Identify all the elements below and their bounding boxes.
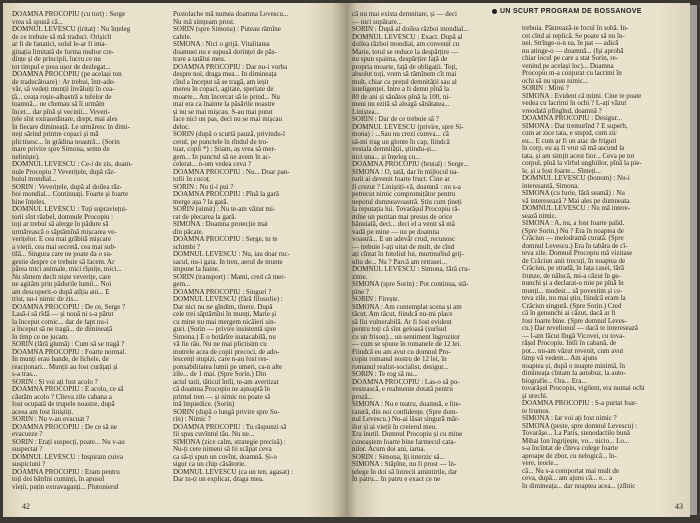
text-line: Lasă-i să rîdă — și nouă ni s-a părut	[12, 311, 114, 318]
text-line: să-mi trag un glonte în cap, fiindcă	[352, 138, 450, 146]
text-line: vrea să spună că...	[12, 18, 63, 26]
text-line: fii spus cuvîntul tău. Nu ne...	[173, 431, 255, 438]
left-page-column-2	[173, 11, 337, 497]
text-line: DOAMNA PROCOPIU : Dar nu-i vorba	[173, 63, 288, 71]
text-line: munți... modest... să povestim și ce-	[522, 287, 623, 295]
text-line: DOAMNA PROCOPIU : Foarte normal.	[12, 348, 127, 356]
text-line: rin) : Nimic ?	[173, 416, 211, 423]
text-line: Era inutil. Domnul Procopiu și cu mine	[352, 431, 463, 438]
text-line: vestească, e realmente dotată pentru	[352, 386, 453, 393]
text-line: frunze, de nălucă, mi-a căzut în ge-	[522, 272, 621, 280]
text-line: ochi să nu spun nimic...	[522, 77, 589, 85]
text-line: fi crezut ? Liniștiți-vă, doamnă : nu s-a	[352, 183, 461, 191]
text-line: interesantă, Simona.	[522, 182, 579, 190]
text-line: guri. (Sorin — privire insistentă spre	[173, 326, 277, 333]
text-line: biografie... Ora... Era...	[522, 377, 587, 385]
text-line: tilă... Singura care ne poate da o su-	[12, 251, 113, 258]
text-line: SORIN : Și voi ați fost acolo ?	[12, 378, 98, 386]
text-line: mîne un puritan mai presus de orice	[352, 213, 453, 221]
text-line: Procopiu m-a conjurat cu lacrimi în	[522, 70, 622, 77]
text-line: bine înțeles.	[12, 198, 46, 206]
text-line: mona) : ...Sau nu crezi cumva... că	[352, 131, 449, 138]
text-line: gem... În punctul să ne avem în ac-	[173, 153, 271, 161]
text-line: ne agităm prin pădurile lumii... Noi	[12, 281, 112, 288]
text-line: toți ar trebui să alerge în pădure să	[12, 221, 109, 228]
text-line: teva zile. Domnul Procopiu mă vizitase	[522, 250, 633, 257]
text-line: DOAMNA PROCOPIU (pe același ton	[12, 71, 122, 78]
text-line: cum ar zice tata, e stupid, cum zic	[522, 130, 618, 137]
text-line: Marie, totul se reduce la despărțire —	[352, 48, 458, 56]
text-line: SORIN : Simona, îți interzic să...	[352, 453, 445, 461]
text-line: reacționari... Munții au fost curățați și	[12, 363, 118, 371]
text-line: vestala demnității, știindu-și...	[352, 146, 437, 153]
text-line: vă fie rău. Nu ne mai plictisim cu	[173, 341, 267, 348]
text-line: domnul Levescu.) Era în tabăra de cî-	[522, 242, 628, 250]
text-line: Nu sîntem decît niște veverițe, care	[12, 273, 111, 281]
text-line: aceea am fost liniștiți.	[12, 408, 74, 416]
text-line: Postolache mă numea doamna Levescu...	[173, 11, 289, 18]
text-line: cînd a început să se tragă, am ieșit	[173, 78, 269, 86]
text-line: Dar nici nu ne gîndim, tînere. După	[173, 303, 273, 311]
text-line: DOAMNA PROCOPIU : Eram pentru	[12, 468, 120, 476]
text-line: Mihai Ion îngrijește, vo... nicio... Lo...	[522, 437, 630, 445]
text-line: SORIN (fără glumă) : Cum să se tragă ?	[12, 341, 125, 348]
text-line: DOMNUL LEVESCU (iritat) : Nu înțeleg	[12, 26, 131, 33]
text-line: Crăciun singură. (Spre Sorin.) Cred	[522, 302, 622, 310]
text-line: DOMNUL LEVESCU : Ce-i de zis, doam-	[12, 161, 133, 168]
text-line: vieții, puțin extravaganți... Plutonierul	[12, 483, 119, 491]
text-line: ginația limitată de forma multor cre-	[12, 48, 115, 56]
text-line: voastră... E un adevăr crud, recunosc	[352, 236, 456, 243]
text-line: gestie despre ce trebuie să facem. Ar	[12, 258, 115, 266]
text-line: 80 de ani și sănătos pînă la 100, ni-	[352, 93, 451, 101]
text-line: SORIN (după o lungă privire spre So-	[173, 408, 280, 416]
text-line: că... Nu s-a comportat mai mult de	[522, 467, 619, 475]
text-line: la reputația lui. Tovarășul Procopiu ră-	[352, 206, 460, 213]
text-line: mult, chiar cu prețul demnității sau al	[352, 78, 457, 86]
text-line: sigur ca un chip căsătorie.	[173, 461, 246, 468]
text-line: propria moarte, față de obligații. Toți,	[352, 63, 458, 71]
text-line: cunoaștem foarte bine farmecul cata-	[352, 438, 456, 446]
text-line: chiar locul pe care a stat Sorin, re-	[522, 55, 619, 62]
text-line: bănuială, deci... deci el a venit să mă	[352, 221, 455, 228]
text-line: doamnei nu e supusă dorinței de păs-	[173, 48, 277, 56]
text-line: fost ocupată de trupele noastre, după	[12, 401, 115, 408]
text-line: DOAMNA PROCOPIU : S-a purtat foar-	[522, 400, 638, 407]
text-line: ratură, din noi confidențe. (Spre dom-	[352, 408, 458, 416]
text-line: în fiecare dimineață. Le urmăresc în dimi-	[12, 123, 130, 131]
text-line: torii sînt răzbel, domnule Procopiu :	[12, 213, 114, 221]
text-line: DOAMNA PROCOPIU : De ce să ne	[12, 423, 117, 431]
text-line: SIMONA : A, nu, a fost foarte palid.	[522, 220, 625, 227]
text-line: s-a încîntat de cîteva colege foarte	[522, 445, 618, 452]
text-line: părea mici animale, mici rîșnițe, mici...	[12, 266, 122, 273]
text-line: plictisesc... în grădina noastră... (Sorin	[12, 138, 120, 146]
text-line: suspectat ?	[12, 446, 43, 453]
text-line: Dar tu-ți un explicat, draga mea.	[173, 476, 264, 483]
text-line: deloc.	[173, 123, 190, 131]
text-line: te frumos.	[522, 407, 551, 415]
text-line: Simona.) E o hotărîre inatacabilă, nu	[173, 333, 276, 341]
text-line: urmărească o săptămînă mișcarea ve-	[12, 228, 117, 236]
text-line: țele sînt extraordinare, drept, mai ales	[12, 116, 118, 123]
text-line: cele trei săptămîni în munți, Marie și	[173, 311, 277, 318]
text-line: SIMONA : Nu e teatru, doamnă, e lite-	[352, 401, 462, 408]
text-line: primul tren — și nimic nu poate să	[173, 393, 271, 401]
text-line: de Crăciun anii trecuți, în noaptea de	[522, 257, 626, 265]
text-line: SORIN (transport) : Mami, cred că mer-	[173, 273, 286, 281]
text-line: inteligenței. Între a fi demn pînă la	[352, 86, 449, 93]
text-line: SIMONA : Iar voi ați fost nimic ?	[522, 415, 617, 422]
text-line: încet... dar pînă și vecinii... Veveri-	[12, 108, 111, 116]
text-line: și nu se mai mișcau. S-au mai putut	[173, 108, 273, 116]
text-line: tuar, copii *) : Știam, aș vrea să mer-	[173, 146, 276, 153]
text-line: vă interesează ? Mai ales pe dumneata.	[522, 197, 632, 205]
text-line: căutăm acolo ? Cîteva zile cabana a	[12, 393, 112, 401]
text-line: rășul Procopiu. Întîi în cabană, de	[522, 340, 617, 347]
text-line: boi mondial... Continuați. Foarte și foarte	[12, 191, 129, 198]
text-line: SIMONA (peste, spre domnul Levescu) :	[522, 422, 638, 430]
text-line: DOAMNA PROCOPIU : Tu răspunzi să	[173, 423, 287, 431]
text-line: mare privire spre Simona, semn de	[12, 146, 110, 153]
text-line: merge așa ? la gară.	[173, 198, 229, 206]
text-line: a vieții, cea mai secretă, cea mai sub-	[12, 243, 117, 251]
text-line: boiul mondial...	[12, 176, 57, 183]
text-line: am descoperit-o după atîția ani... E	[12, 288, 110, 296]
text-line: DOMNUL LEVESCU : Nu mă intere-	[522, 205, 631, 212]
text-line: DOAMNA PROCOPIU : Nu... Doar pan-	[173, 168, 290, 176]
text-line: moarte... Am încercat să le prind... Nu	[173, 93, 280, 101]
text-line: de traducătoare) : Ar trebui, într-ade-	[12, 78, 116, 86]
text-line: în patru... În patru e exact ce ne	[352, 476, 441, 483]
text-line: zime.	[352, 273, 368, 281]
text-line: Crăciun, pe stradă, în fața casei, fără	[522, 265, 625, 272]
text-line: SIMONA (spre Sorin) : Pot continua, stă-	[352, 281, 469, 288]
text-line: SIMONA : Evident că mimi. Cine te poate	[522, 92, 642, 100]
text-line: le, și a fost foarte... Sînteți...	[522, 167, 601, 175]
text-line: dimineața cîntam la autobuz, la auto-	[522, 370, 626, 377]
text-line: pîne ?	[352, 288, 369, 296]
text-line: ilor și ai vieții în creierul meu.	[352, 423, 437, 431]
text-line: proză...	[352, 393, 373, 401]
text-line: SORIN (uimit) : Nu te-am văzut mi-	[173, 206, 276, 213]
text-line: zile... de 1 mai. (Spre Sorin.) Din	[173, 371, 267, 378]
text-line: nul Levescu.) Nu-ai lăsat singură măr-	[352, 416, 460, 423]
text-line: mereu în copaci, agitate, speriate de	[173, 86, 274, 93]
text-line: tăcut. Am tăcut, fiindcă nu-mi place	[352, 311, 453, 318]
right-page-column-1	[352, 11, 515, 497]
text-line: sacul, nu-i gata. În tren, aerul de munte	[173, 258, 283, 266]
text-line: gem...	[173, 281, 191, 288]
text-line: toți doi bătrîni cuminți, în apusul	[12, 476, 105, 483]
text-line: cu.) Dar revelionul — dacă te interesează	[522, 325, 639, 332]
text-line: DOMNUL LEVESCU (fără filosofie) :	[173, 296, 283, 303]
text-line: ar fi de fanatici, solul le-ar fi ima-	[12, 41, 107, 48]
text-line: țelege în doi să întrecii amintirile, dar	[352, 468, 458, 476]
text-line: SIMONA (zice calm, strategie precisă) :	[173, 438, 286, 446]
text-line: cu mine nu mai mergem nicăieri sin-	[173, 318, 276, 326]
text-line: nu spun spaima, despărțire față de	[352, 56, 448, 63]
text-line: cerul, pe punctele în rîndul de tro-	[173, 138, 269, 146]
text-line: sează nimic.	[522, 212, 557, 220]
text-line: DOMNUL LEVESCU : Nu, iau doar ruc-	[173, 251, 290, 258]
text-line: lescenți stupizi, care n-au fost res-	[173, 356, 269, 363]
text-line: SORIN : Te rog să nu...	[352, 371, 418, 378]
text-line: pot... nu-am văzut revenit, cum avut	[522, 347, 624, 355]
text-line: SORIN : După al doilea război mondial...	[352, 26, 469, 33]
text-line: (Spre Sorin.) Nu ? Era în noaptea de	[522, 227, 624, 235]
text-line: turii ai devenit foarte fruct. Cine ar	[352, 176, 450, 183]
text-line: vedea cu lacrimi în ochi ? L-ați văzut	[522, 100, 627, 107]
text-line: rat de plecarea la gară.	[173, 213, 237, 221]
text-line: despre noi, draga mea... În dimineața	[173, 71, 277, 78]
text-line: DOMNUL LEVESCU : Exact. După al	[352, 33, 463, 41]
text-line: corpul, pînă la vîrful unghiilor, pînă la pie-	[522, 160, 642, 167]
text-line: SIMONA : Dar tremurînd ? E superb,	[522, 122, 628, 130]
text-line: s-a tras...	[12, 371, 38, 378]
text-line: noaptea și, după o noapte minimă, în	[522, 362, 626, 370]
text-line: pentru toți că sînt geloasă (surîsul	[352, 326, 447, 333]
text-line: petrecut nimic compromițător pentru	[352, 191, 456, 198]
page-number-left: 42	[22, 502, 30, 511]
text-line: toamnă... ne chemau să îi urmăm	[12, 101, 105, 108]
text-line: tot timpul e prea ușor de dezlegat...	[12, 63, 111, 71]
text-line: — l-am făcut lîngă Vicovei, cu tova-	[522, 332, 625, 340]
text-line: uliu de... Nu ? Parcă am retrasei...	[352, 258, 447, 266]
text-line: și urechi.	[522, 392, 548, 400]
text-line: Fiindcă eu am avut cu domnul Pro-	[352, 348, 451, 356]
text-line: SIMONA : Am contemplat scena și am	[352, 303, 462, 311]
book-page-edges	[690, 5, 697, 515]
text-line: vere, teorie...	[522, 460, 559, 467]
text-line: SIMONA : Stăpîne, nu fi prost — în-	[352, 461, 457, 468]
text-line: verițelor. E cea mai grăbită mișcare	[12, 236, 112, 243]
text-line: DOMNUL LEVESCU (privire, spre Si-	[352, 123, 464, 131]
text-line: DOMNUL LEVESCU : Inspiram cuiva	[12, 453, 123, 461]
text-line: trist, nu-i nimic de zis...	[12, 296, 79, 303]
text-line: absolut toți, vrem să rămînem cît mai	[352, 71, 457, 78]
text-line: copiu romanul nostru de 12 lei, în	[352, 356, 447, 363]
text-line: DOMNUL LEVESCU (bonom) : Nu-i	[522, 175, 630, 182]
text-line: SORIN : Mimi ?	[522, 85, 569, 92]
text-line: SORIN : Erați suspecți, poate... Nu v-au	[12, 438, 125, 446]
text-line: în corp, eu aș fi vrut să mă ascund la	[522, 145, 625, 152]
text-line: DOMNUL LEVESCU (ca un ten, agasat) :	[173, 468, 294, 476]
text-line: a început să ne tragă... de dimineață	[12, 326, 113, 333]
left-page-column-1	[12, 11, 168, 497]
text-line: SIMONA : Doamna protecție mai	[173, 221, 268, 228]
text-line: SORIN (spre Simona) : Puteau rămîne	[173, 26, 281, 33]
text-line: neți sărind printre copaci și mă	[12, 131, 99, 138]
text-line: Crăciun — melodramă curată. (Spre	[522, 235, 624, 242]
text-line: în dimineața... dar noaptea acea... (zîlnic	[522, 482, 636, 490]
running-header: UN SCURT PROGRAM DE BOSSANOVE	[500, 8, 642, 15]
text-line: celerat... n-om vedea ceva ?	[173, 161, 251, 168]
text-line: nule Procopiu ? Veverițele, după răz-	[12, 168, 116, 176]
text-line: nepotul dumneavoastră. Știu cum țineți	[352, 198, 462, 206]
text-line: tata, și am simțit acest fior... Ceva pe tot	[522, 152, 635, 160]
text-line: DOAMNA PROCOPIU (cu tort) : Serge	[12, 11, 126, 18]
text-line: face nici un pas, deci nu se mai mișcau	[173, 116, 283, 123]
text-line: DOAMNA PROCOPIU : E acolo, ce să	[12, 386, 124, 393]
text-line: tovarășul Procopiu, vigilent, era numai ochi	[522, 385, 645, 392]
text-line: Nu mă simțeam prost.	[173, 18, 235, 26]
text-line: DOMNUL LEVESCU : Simona, fără cru-	[352, 266, 470, 273]
text-line: trare a tatălui meu.	[173, 56, 226, 63]
text-line: ponsabilitatea lumii pe umeri, ca-n alte	[173, 363, 283, 371]
text-line: tofii în cocoț.	[173, 176, 211, 183]
text-line: vadă pe mine — nu pe doamna	[352, 228, 440, 236]
text-line: DOAMNA PROCOPIU : Pînă la gară	[173, 191, 279, 198]
text-line: SIMONA : O, tată, dar în mijlocul na-	[352, 168, 459, 176]
text-line: SORIN : Veverițele, după al doilea răz-	[12, 183, 123, 191]
text-line: Liniștea...	[352, 108, 380, 116]
text-line: — trebuie l-ați uitat de mult, de cînd	[352, 243, 455, 251]
text-line: doilea război mondial, am convenit cu	[352, 41, 460, 48]
text-line: ați cîntat în fotoliul lui, murmurînd grij-	[352, 251, 464, 258]
text-line: din păcate.	[173, 228, 204, 236]
text-line: că în genunchi ai căzut, dacă ar fi	[522, 310, 616, 317]
text-line: În munți erau bande, de lichele, de	[12, 356, 109, 363]
text-line: mă împiedice. (Sorin)	[173, 401, 235, 408]
text-line: SIMONA (cu furie, fără seamă) : Nu	[522, 190, 625, 197]
text-line: mai era ca înainte la păsările noastre	[173, 101, 275, 108]
text-line: timp vă vedem... Am ajuns	[522, 355, 598, 362]
text-line: mutrele acea de copii precoci, de ado-	[173, 348, 280, 356]
text-line: nunchi și a declarat-o mie pe pînă în	[522, 280, 624, 287]
text-line: — cum se spune în romanele de 12 lei.	[352, 341, 462, 348]
text-line: SORIN : Nu ți-i pui ?	[173, 183, 234, 191]
text-line: venind pe același loc)... Doamna	[522, 62, 614, 70]
text-line: de ce trebuie să mă traduci. Orișicît	[12, 33, 112, 41]
text-line: cu un frison)... un sentiment îngrozitor	[352, 333, 461, 341]
text-line: la început comic... dar de fapt nu-i	[12, 318, 109, 326]
text-line: nilor. Acum doi ani, iarna.	[352, 446, 426, 453]
text-line: ceva, după... am ajuns că... e... a	[522, 475, 613, 482]
text-line: DOMNUL LEVESCU : Toți supraviețui-	[12, 206, 128, 213]
text-line: SORIN : Dar de ce trebuie să ?	[352, 116, 439, 123]
text-line: SORIN : Firește.	[352, 296, 400, 303]
text-line: eu... E cum ar fi un atac de friguri	[522, 137, 617, 145]
text-line: Tovarășe... La Paris, stenodactilo bună	[522, 430, 630, 437]
text-line: ca să-ți spun un cuvînt, doamnă. Și-o	[173, 453, 277, 461]
text-line: în timp ce ne jucam.	[12, 333, 69, 341]
text-line: DOAMNA PROCOPIU : De ce, Serge ?	[12, 303, 126, 311]
text-line: — nici supărare...	[352, 18, 402, 26]
text-line: aproape de zbor, cu nelogică... în-	[522, 452, 617, 460]
text-line: văr, să vedeți munții învăluiți în cea-	[12, 86, 115, 93]
text-line: că nu mai exista demnitate, și — deci	[352, 11, 457, 18]
text-line: să fiu vulnerabilă. Ar fi fost evident	[352, 318, 452, 326]
text-line: DOAMNA PROCOPIU : Serge, tu te	[173, 236, 278, 243]
text-line: teva zile, nu mai știu, fiindcă eram la	[522, 295, 626, 302]
text-line: dințe și de principii, lucru ce nu	[12, 56, 101, 63]
text-line: nei. Strînge-o-n ea, în pat — adică	[522, 40, 619, 47]
text-line: impune la haine.	[173, 266, 220, 273]
text-line: evacueze ?	[12, 431, 43, 438]
text-line: actul tatii, tăticul întîi, te-am avertizat	[173, 378, 279, 386]
text-line: nu atinge-o — doamnă... (Își aprobă	[522, 47, 624, 55]
text-line: trebuia. Păstrează-te focul în sobă. În-	[522, 25, 629, 32]
text-line: fost foarte bine. (Spre domnul Leves-	[522, 317, 627, 325]
text-line: cet cînd ai replică. Se poate să nu în-	[522, 32, 625, 40]
right-page-column-2	[522, 25, 687, 497]
text-line: SIMONA : Nici o grijă. Vitalitatea	[173, 41, 270, 48]
text-line: suspiciuni ?	[12, 461, 46, 468]
text-line: că doamna Procopiu ne așteaptă în	[173, 386, 270, 393]
text-line: SORIN (după o scurtă pauză, privindu-l	[173, 131, 285, 138]
text-line: cafele.	[173, 33, 192, 41]
text-line: schimbi ?	[173, 243, 201, 251]
text-line: nici una... și înțeleg cu...	[352, 153, 421, 161]
text-line: Nu-ți cere nimeni să fii scăpat ceva	[173, 446, 272, 453]
text-line: neliniște).	[12, 153, 40, 161]
text-line: romanul realist-socialist, desigur...	[352, 363, 449, 371]
text-line: vreodată plîngînd, doamnă ?	[522, 107, 602, 115]
text-line: meni nu ezită să aleagă sănătatea...	[352, 101, 450, 108]
text-line: DOAMNA PROCOPIU (brutal) : Serge...	[352, 161, 469, 168]
text-line: DOAMNA PROCOPIU : Desigur...	[522, 115, 622, 122]
text-line: DOAMNA PROCOPIU : Singuri ?	[173, 288, 272, 296]
text-line: ță... ceața roșie-albastră a tufelor de	[12, 93, 112, 101]
text-line: DOAMNA PROCOPIU : Las-o să po-	[352, 378, 460, 386]
page-number-right: 43	[675, 502, 683, 511]
text-line: SORIN : Nu v-au evacuat ?	[12, 416, 90, 423]
